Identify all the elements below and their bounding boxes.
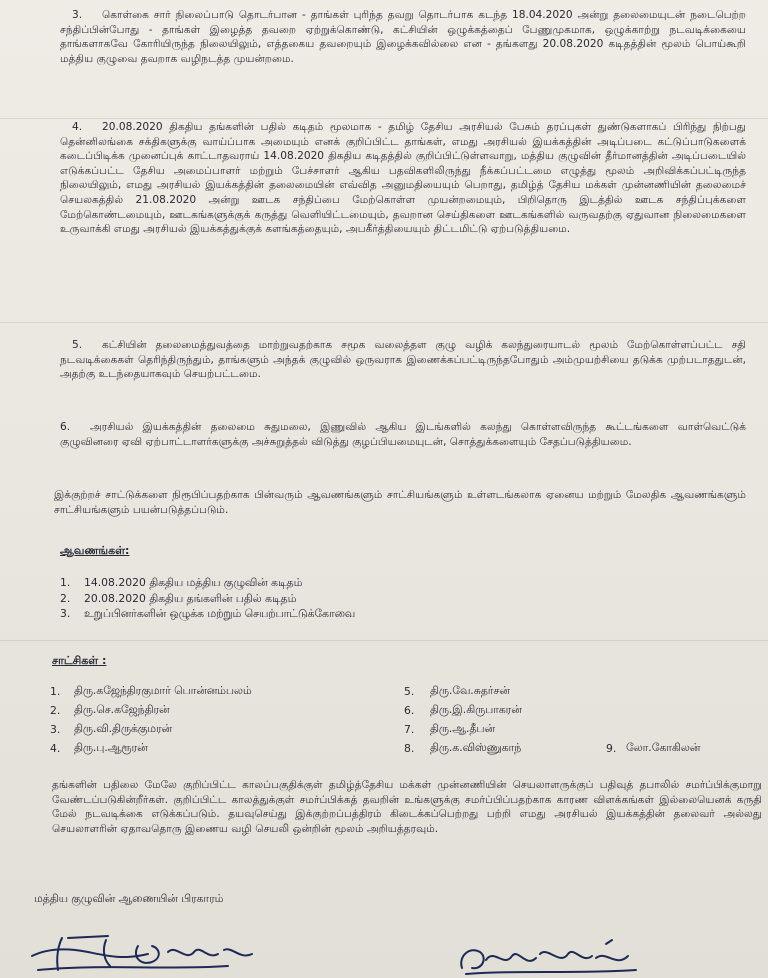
paragraph-text: 20.08.2020 திகதிய தங்களின் பதில் கடிதம் மூலமாக - தமிழ் தேசிய அரசியல் பேசும் தரப்புகள் துண்டுகளாகப் பிரிந்து நிற்பது தென்னிலங்கை சக்திகளுக்கு வாய்ப்பாக அமையும் எனக் குறிப்பிட்ட தாங்கள், எமது அரசியல் இயக்கத்தின் அடிப்படை கட்டுப்பாடுகளைக் கடைப்பிடிக்க முனைப்புக் காட்டாதவராய் 14.08.2020 திகதிய கடிதத்தில் குறிப்பிட்டுள்ளவாறு, மத்திய குழுவின் தீர்மானத்தின் அடிப்படையில் எடுக்கப்பட்ட தேசிய அமைப்பாளர் மற்றும் பேச்சாளர் ஆகிய பதவிகளிலிருந்து நீக்கப்பட்டமை எழுத்து மூலம் அறிவிக்கப்பட்டிருந்த நிலையிலும், எமது அரசியல் இயக்கத்தின் தலைமையின் எவ்வித அனுமதியையும் பெறாது, தமிழ்த் தேசிய மக்கள் முன்னணியின் தலைமைச் செயலகத்தில் 21.08.2020 அன்று ஊடக சந்திப்பை மேற்கொள்ள முயன்றமையும், பிறிதொரு இடத்தில் ஊடக சந்திப்புக்களை மேற்கொண்டமையும், ஊடகங்களுக்குக் கருத்து வெளியிட்டமையும், தவறான செய்திகளை ஊடகங்களில் வருவதற்கு ஏதுவான நிலைமைகளை உருவாக்கி எமது அரசியல் இயக்கத்துக்குக் களங்கத்தையும், அபகீர்த்தியையும் திட்டமிட்டு ஏற்படுத்தியமை. (60, 121, 746, 236)
signature-left (28, 926, 258, 978)
witness-number: 9. (606, 742, 617, 755)
list-item-text: 20.08.2020 திகதிய தங்களின் பதில் கடிதம் (84, 591, 297, 605)
list-item-number: 3. (60, 607, 71, 620)
witness-number: 1. (50, 685, 61, 698)
witness-number: 7. (404, 723, 415, 736)
paragraph-5 (60, 338, 746, 382)
paper-fold-line (0, 322, 768, 323)
witnesses-table (50, 682, 750, 758)
witness-row (50, 701, 750, 720)
witness-number: 6. (404, 704, 415, 717)
list-item (60, 576, 355, 592)
paragraph-4 (60, 120, 746, 237)
paragraph-number: 5. (72, 339, 83, 351)
list-item-number: 2. (60, 591, 71, 605)
paragraph-3 (60, 8, 746, 66)
witness-name: திரு.வே.சுதர்சன் (430, 684, 510, 697)
list-item (60, 592, 355, 608)
witness-name: திரு.செ.கஜேந்திரன் (74, 703, 170, 716)
paper-fold-line (0, 118, 768, 119)
signature-right (456, 938, 646, 978)
paragraph-number: 3. (72, 9, 83, 21)
witness-row (50, 739, 750, 758)
list-item-text: உறுப்பினர்களின் ஒழுக்க மற்றும் செயற்பாட்டுக்கோவை (84, 607, 356, 620)
witness-name: திரு.கஜேந்திரகுமார் பொன்னம்பலம் (74, 684, 252, 697)
list-item (60, 607, 355, 623)
paragraph-text: கட்சியின் தலைமைத்துவத்தை மாற்றுவதற்காக சமூக வலைத்தள குழு வழிக் கலந்துரையாடல் மூலம் மேற்கொள்ளப்பட்ட சதி நடவடிக்கைகள் தெரிந்திருந்தும், தாங்களும் அந்தக் குழுவில் ஒருவராக இணைக்கப்பட்டிருந்தபோதும் அம்முயற்சியை தடுக்க முற்படாததுடன், அதற்கு உடந்தையாகவும் செயற்பட்டமை. (60, 339, 746, 381)
paragraph-number: 6. (60, 421, 71, 433)
witness-number: 4. (50, 742, 61, 755)
evidence-intro-paragraph: இக்குற்றச் சாட்டுக்களை நிரூபிப்பதற்காக பின்வரும் ஆவணங்களும் சாட்சியங்களும் உள்ளடங்கலாக ஏனைய மற்றும் மேலதிக ஆவணங்களும் சாட்சியங்களும் பயன்படுத்தப்படும். (54, 489, 746, 516)
witness-name: லோ.கோகிலன் (626, 741, 701, 754)
signoff-line: மத்திய குழுவின் ஆணையின் பிரகாரம் (34, 892, 224, 905)
closing-paragraph: தங்களின் பதிலை மேலே குறிப்பிட்ட காலப்பகுதிக்குள் தமிழ்த்தேசிய மக்கள் முன்னணியின் செயலாளருக்குப் பதிவுத் தபாலில் சமர்ப்பிக்குமாறு வேண்டப்படுகின்றீர்கள். குறிப்பிட்ட காலத்துக்குள் சமர்ப்பிக்கத் தவறின் உங்களுக்கு சமர்ப்பிப்பதற்காக காரண விளக்கங்கள் இல்லையெனக் கருதி மேல் நடவடிக்கை எடுக்கப்படும். தயவுசெய்து இக்குற்றப்பத்திரம் கிடைக்கப்பெற்றது பற்றி எமது அரசியல் இயக்கத்தின் தலைவர் அல்லது செயலாளரின் ஏதாவதொரு இணைய வழி செயலி ஒன்றின் மூலம் அறியத்தரவும். (52, 779, 762, 835)
witness-number: 3. (50, 723, 61, 736)
paragraph-number: 4. (72, 121, 83, 133)
witness-number: 2. (50, 704, 61, 717)
list-item-number: 1. (60, 576, 71, 589)
paragraph-text: கொள்கை சார் நிலைப்பாடு தொடர்பான - தாங்கள் புரிந்த தவறு தொடர்பாக கடந்த 18.04.2020 அன்று தலைமையுடன் நடைபெற்ற சந்திப்பின்போது - தாங்கள் இழைத்த தவறை ஏற்றுக்கொண்டு, கட்சியின் ஒழுக்கத்தைப் பேணுமுகமாக, ஒழுக்காற்று நடவடிக்கையை தாங்களாகவே கோரியிருந்த நிலையிலும், எத்தகைய தவறையும் இழைக்கவில்லை என - தங்களது 20.08.2020 கடிதத்தின் மூலம் பொய்கூறி மத்திய குழுவை தவறாக வழிநடத்த முயன்றமை. (60, 9, 746, 65)
witness-name: திரு.ஆ.தீபன் (430, 722, 495, 735)
witness-name: திரு.இ.கிருபாகரன் (430, 703, 522, 716)
witness-row (50, 682, 750, 701)
witness-name: திரு.வி.திருக்குமரன் (74, 722, 173, 735)
witness-name: திரு.க.விஸ்ணுகாந் (430, 741, 522, 754)
witness-name: திரு.பு.ஆரூரன் (74, 741, 148, 754)
documents-heading: ஆவணங்கள்: (60, 544, 130, 557)
witness-number: 5. (404, 685, 415, 698)
witness-number: 8. (404, 742, 415, 755)
list-item-text: 14.08.2020 திகதிய மத்திய குழுவின் கடிதம் (84, 576, 303, 589)
paper-fold-line (0, 640, 768, 641)
witness-row (50, 720, 750, 739)
documents-list (60, 576, 355, 623)
witnesses-heading: சாட்சிகள் : (52, 654, 107, 667)
paragraph-text: அரசியல் இயக்கத்தின் தலைமை சுதுமலை, இணுவில் ஆகிய இடங்களில் கலந்து கொள்ளவிருந்த கூட்டங்களை வாள்வெட்டுக் குழுவினரை ஏவி ஏற்பாட்டாளர்களுக்கு அச்சுறுத்தல் விடுத்து குழப்பியமையுடன், சொத்துக்களையும் சேதப்படுத்தியமை. (60, 421, 746, 448)
paragraph-6 (60, 420, 746, 449)
